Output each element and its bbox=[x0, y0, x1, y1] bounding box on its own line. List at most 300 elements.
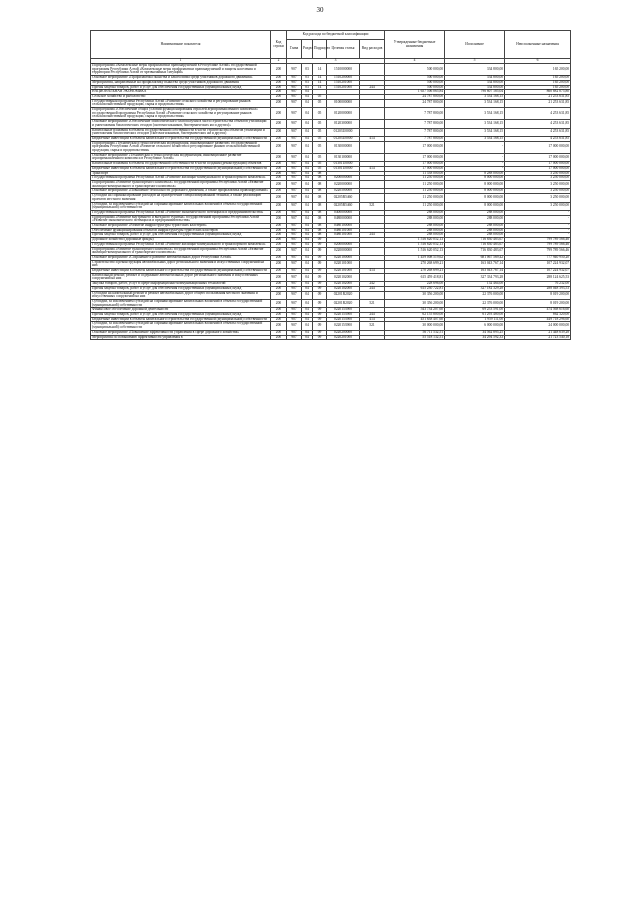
row-approved: 11 250 000,00 bbox=[385, 180, 445, 188]
row-code: 200 bbox=[271, 108, 287, 120]
row-razdel: 04 bbox=[302, 291, 313, 299]
row-target: 0220101000 bbox=[327, 260, 360, 268]
row-code: 200 bbox=[271, 322, 287, 330]
row-podrazdel: 08 bbox=[313, 171, 327, 176]
row-razdel: 04 bbox=[302, 108, 313, 120]
row-target: 0480101000 bbox=[327, 233, 360, 238]
row-glava: 907 bbox=[287, 224, 302, 229]
row-unexecuted: 449 718 296,60 bbox=[505, 317, 571, 322]
row-approved: 7 787 800,00 bbox=[385, 128, 445, 136]
row-code: 200 bbox=[271, 120, 287, 128]
row-approved: 17 000 000,00 bbox=[385, 162, 445, 167]
row-code: 200 bbox=[271, 242, 287, 247]
row-target: 0130100000 bbox=[327, 153, 360, 161]
row-executed: 288 000,00 bbox=[445, 215, 505, 223]
row-unexecuted: - bbox=[505, 233, 571, 238]
row-unexecuted: 17 000 000,00 bbox=[505, 166, 571, 171]
row-unexecuted: 17 000 000,00 bbox=[505, 153, 571, 161]
row-executed: 334 800,00 bbox=[445, 64, 505, 76]
row-unexecuted: 165 200,00 bbox=[505, 76, 571, 81]
row-glava: 907 bbox=[287, 255, 302, 260]
row-glava: 907 bbox=[287, 335, 302, 340]
row-approved: 17 000 000,00 bbox=[385, 166, 445, 171]
row-razdel: 04 bbox=[302, 228, 313, 233]
row-executed: - bbox=[445, 166, 505, 171]
row-code: 200 bbox=[271, 335, 287, 340]
row-unexecuted: 4 253 631,85 bbox=[505, 128, 571, 136]
row-approved: 55 518 132,51 bbox=[385, 335, 445, 340]
row-razdel: 04 bbox=[302, 286, 313, 291]
row-unexecuted: - bbox=[505, 215, 571, 223]
row-name: Бюджетные инвестиции в объекты капитального строительства государственной (муниципальной) собственности bbox=[91, 136, 271, 141]
row-approved: 1 516 620 052,13 bbox=[385, 247, 445, 255]
row-razdel: 04 bbox=[302, 330, 313, 335]
row-name: Государственная программа Республики Алтай «Развитие сельского хозяйства и регулирование рынков сельскохозяйственной продукции, сырья и продовольствия» bbox=[91, 99, 271, 107]
row-glava: 907 bbox=[287, 90, 302, 95]
row-glava: 907 bbox=[287, 269, 302, 274]
row-unexecuted: - bbox=[505, 210, 571, 215]
row-approved: 11 250 000,00 bbox=[385, 176, 445, 181]
row-razdel: 04 bbox=[302, 247, 313, 255]
row-executed: 796 607 185,04 bbox=[445, 90, 505, 95]
row-code: 200 bbox=[271, 189, 287, 194]
row-target: 0220201000 bbox=[327, 335, 360, 340]
row-podrazdel: 09 bbox=[313, 313, 327, 318]
row-vid bbox=[360, 180, 385, 188]
row-approved: 1 657 506 065,84 bbox=[385, 90, 445, 95]
table-row bbox=[91, 120, 571, 128]
row-unexecuted: 8 019 200,00 bbox=[505, 299, 571, 307]
row-razdel: 04 bbox=[302, 238, 313, 243]
budget-execution-table bbox=[90, 30, 571, 340]
row-approved: 543 734 207,60 bbox=[385, 308, 445, 313]
row-unexecuted: 799 789 566,46 bbox=[505, 242, 571, 247]
row-target: 1510000000 bbox=[327, 64, 360, 76]
table-row bbox=[91, 335, 571, 340]
row-executed: 1 959 111,00 bbox=[445, 317, 505, 322]
row-name: Субсидии на капитальный ремонт и ремонт автомобильных дорог общего пользования местного значения и искусственных сооружений на них bbox=[91, 291, 271, 299]
column-number: 4 bbox=[385, 59, 445, 64]
row-code: 200 bbox=[271, 255, 287, 260]
row-razdel: 04 bbox=[302, 242, 313, 247]
row-podrazdel: 08 bbox=[313, 215, 327, 223]
table-row bbox=[91, 108, 571, 120]
row-vid bbox=[360, 247, 385, 255]
row-glava: 907 bbox=[287, 330, 302, 335]
row-unexecuted: 17 000 000,00 bbox=[505, 162, 571, 167]
row-name: Капитальный ремонт, ремонт и содержание автомобильных дорог регионального значения и искусственных сооружений на них bbox=[91, 273, 271, 281]
row-executed: 288 000,00 bbox=[445, 228, 505, 233]
row-razdel: 04 bbox=[302, 99, 313, 107]
row-podrazdel: 09 bbox=[313, 291, 327, 299]
row-executed: 3 534 168,15 bbox=[445, 108, 505, 120]
column-number: 3 bbox=[287, 59, 385, 64]
row-executed: 3 534 168,15 bbox=[445, 128, 505, 136]
row-glava: 907 bbox=[287, 194, 302, 202]
row-podrazdel: 05 bbox=[313, 162, 327, 167]
row-code: 200 bbox=[271, 180, 287, 188]
row-executed: 6 000 000,00 bbox=[445, 322, 505, 330]
row-vid: 244 bbox=[360, 233, 385, 238]
row-code: 200 bbox=[271, 80, 287, 85]
row-vid bbox=[360, 99, 385, 107]
row-unexecuted: 3 250 000,00 bbox=[505, 180, 571, 188]
header-glava: Глава bbox=[287, 40, 302, 59]
row-code: 200 bbox=[271, 233, 287, 238]
row-code: 200 bbox=[271, 136, 287, 141]
row-name: Субсидии, за исключением субсидий на софинансирование капитальных вложений в объекты государственной (муниципальной) собственности bbox=[91, 299, 271, 307]
row-vid: 521 bbox=[360, 299, 385, 307]
row-target: 0220000000 bbox=[327, 180, 360, 188]
row-executed: 22 376 000,00 bbox=[445, 291, 505, 299]
row-code: 200 bbox=[271, 166, 287, 171]
row-glava: 907 bbox=[287, 189, 302, 194]
row-razdel: 04 bbox=[302, 313, 313, 318]
row-target: 0480101000 bbox=[327, 228, 360, 233]
header-classification-group: Код расхода по бюджетной классификации bbox=[287, 31, 385, 40]
row-unexecuted: 4 253 631,85 bbox=[505, 108, 571, 120]
row-target: 0220500000 bbox=[327, 189, 360, 194]
row-approved: 24 787 800,00 bbox=[385, 99, 445, 107]
row-approved: 500 000,00 bbox=[385, 64, 445, 76]
row-code: 200 bbox=[271, 224, 287, 229]
row-glava: 907 bbox=[287, 76, 302, 81]
row-razdel: 04 bbox=[302, 317, 313, 322]
row-code: 200 bbox=[271, 90, 287, 95]
row-code: 200 bbox=[271, 313, 287, 318]
row-executed: 288 000,00 bbox=[445, 210, 505, 215]
row-podrazdel: 05 bbox=[313, 120, 327, 128]
row-executed: 8 000 000,00 bbox=[445, 180, 505, 188]
row-executed: 3 534 168,15 bbox=[445, 94, 505, 99]
table-row bbox=[91, 141, 571, 153]
row-glava: 907 bbox=[287, 176, 302, 181]
row-unexecuted: 107 224 932,07 bbox=[505, 260, 571, 268]
row-approved: 270 268 699,21 bbox=[385, 269, 445, 274]
row-podrazdel: 08 bbox=[313, 224, 327, 229]
row-target: 0220153900 bbox=[327, 317, 360, 322]
row-approved: 1 459 008 519,62 bbox=[385, 255, 445, 260]
row-glava: 907 bbox=[287, 291, 302, 299]
row-glava: 907 bbox=[287, 238, 302, 243]
row-executed: 288 000,00 bbox=[445, 233, 505, 238]
row-glava: 907 bbox=[287, 273, 302, 281]
row-name: Подпрограмма «Обеспечение общих условий функционирования отраслей агропромышленного комплекса» государственной программы Республики Алтай «Развитие сельского хозяйства и регулирование рынков сельскохозяйственной продукции, сырья и продовольствия» bbox=[91, 108, 271, 120]
row-podrazdel: 09 bbox=[313, 282, 327, 287]
row-unexecuted: 24 000 000,00 bbox=[505, 322, 571, 330]
row-podrazdel: 14 bbox=[313, 76, 327, 81]
row-executed: 334 800,00 bbox=[445, 85, 505, 90]
row-vid: 521 bbox=[360, 202, 385, 210]
row-approved: 615 230 722,81 bbox=[385, 286, 445, 291]
row-name: Дорожное хозяйство (дорожные фонды) bbox=[91, 238, 271, 243]
row-executed: 716 830 483,67 bbox=[445, 247, 505, 255]
row-target: 01301U0000 bbox=[327, 166, 360, 171]
row-executed: 34 562 895,25 bbox=[445, 330, 505, 335]
row-approved: 7 787 800,00 bbox=[385, 136, 445, 141]
row-target: 0120000000 bbox=[327, 108, 360, 120]
row-razdel: 03 bbox=[302, 76, 313, 81]
row-unexecuted: 165 200,00 bbox=[505, 64, 571, 76]
row-name: НАЦИОНАЛЬНАЯ ЭКОНОМИКА bbox=[91, 90, 271, 95]
row-name: Бюджетные инвестиции в объекты капитального строительства государственной (муниципальной) собственности bbox=[91, 317, 271, 322]
row-approved: 56 711 532,51 bbox=[385, 330, 445, 335]
page-number: 30 bbox=[316, 6, 324, 14]
row-unexecuted: 474 568 616,60 bbox=[505, 308, 571, 313]
column-number: 5 bbox=[445, 59, 505, 64]
row-code: 200 bbox=[271, 76, 287, 81]
row-code: 200 bbox=[271, 210, 287, 215]
row-name: Подпрограмма «Развитие внутреннего и въездного туризма» государственной программы Республики Алтай «Развитие экономического потенциала и предпринимательства» bbox=[91, 215, 271, 223]
row-executed: - bbox=[445, 141, 505, 153]
row-target: 01301U0000 bbox=[327, 162, 360, 167]
row-target: 0200000000 bbox=[327, 176, 360, 181]
row-podrazdel: 09 bbox=[313, 299, 327, 307]
row-approved: 62 155 800,00 bbox=[385, 313, 445, 318]
row-glava: 907 bbox=[287, 317, 302, 322]
row-vid bbox=[360, 291, 385, 299]
row-glava: 907 bbox=[287, 85, 302, 90]
row-code: 200 bbox=[271, 202, 287, 210]
row-unexecuted: 21 448 639,28 bbox=[505, 330, 571, 335]
row-podrazdel: 05 bbox=[313, 128, 327, 136]
row-name: Подпрограмма «Развитие транспортного комплекса» государственной программы Республики Алтай «Развитие жилищно-коммунального и транспортного комплекса» bbox=[91, 180, 271, 188]
row-code: 200 bbox=[271, 317, 287, 322]
row-name: Субсидии, за исключением субсидий на софинансирование капитальных вложений в объекты государственной (муниципальной) собственности bbox=[91, 322, 271, 330]
row-unexecuted: - bbox=[505, 228, 571, 233]
row-executed: - bbox=[445, 162, 505, 167]
row-razdel: 04 bbox=[302, 233, 313, 238]
row-name: Закупка товаров, работ, услуг в сфере информационно-коммуникационных технологий bbox=[91, 282, 271, 287]
row-code: 200 bbox=[271, 247, 287, 255]
row-name: Основное мероприятие «Профилактика пьянства и алкоголизма среди участников дорожного движения» bbox=[91, 76, 271, 81]
row-approved: 228 696,00 bbox=[385, 282, 445, 287]
row-unexecuted: 21 253 631,85 bbox=[505, 99, 571, 107]
row-code: 200 bbox=[271, 330, 287, 335]
row-executed: 34 294 592,33 bbox=[445, 335, 505, 340]
row-razdel: 04 bbox=[302, 299, 313, 307]
row-name: Мероприятия, направленные на профилактику пьянства среди участников дорожного движения bbox=[91, 80, 271, 85]
row-razdel: 04 bbox=[302, 120, 313, 128]
row-target: 0220200000 bbox=[327, 330, 360, 335]
row-glava: 907 bbox=[287, 141, 302, 153]
row-name: Основное мероприятие «Повышение безопасности дорожного движения, а также профилактика правонарушений» bbox=[91, 189, 271, 194]
row-name: Основное мероприятие «Развитие инфраструктуры туристских кластеров» bbox=[91, 224, 271, 229]
row-approved: 288 000,00 bbox=[385, 228, 445, 233]
row-podrazdel: 05 bbox=[313, 153, 327, 161]
row-executed: 69 253 591,00 bbox=[445, 308, 505, 313]
row-target: 0480100000 bbox=[327, 224, 360, 229]
row-code: 200 bbox=[271, 238, 287, 243]
row-glava: 907 bbox=[287, 286, 302, 291]
row-glava: 907 bbox=[287, 228, 302, 233]
row-unexecuted: 165 200,00 bbox=[505, 85, 571, 90]
row-glava: 907 bbox=[287, 282, 302, 287]
row-code: 200 bbox=[271, 176, 287, 181]
row-target: 1510201000 bbox=[327, 85, 360, 90]
row-executed: 8 000 000,00 bbox=[445, 202, 505, 210]
row-glava: 907 bbox=[287, 313, 302, 318]
header-unexecuted: Неисполненные назначения bbox=[505, 31, 571, 59]
row-executed: 716 830 483,67 bbox=[445, 242, 505, 247]
row-podrazdel: 05 bbox=[313, 166, 327, 171]
row-target: 0220153900 bbox=[327, 313, 360, 318]
row-executed: 3 534 168,15 bbox=[445, 99, 505, 107]
row-executed: 22 376 000,00 bbox=[445, 299, 505, 307]
row-executed: 163 043 767,14 bbox=[445, 269, 505, 274]
row-podrazdel: 09 bbox=[313, 260, 327, 268]
row-approved: 17 000 000,00 bbox=[385, 141, 445, 153]
row-code: 200 bbox=[271, 228, 287, 233]
row-target: 0130000000 bbox=[327, 141, 360, 153]
row-code: 200 bbox=[271, 94, 287, 99]
row-podrazdel: 08 bbox=[313, 194, 327, 202]
row-target: 0220102000 bbox=[327, 282, 360, 287]
row-vid bbox=[360, 153, 385, 161]
row-glava: 907 bbox=[287, 171, 302, 176]
row-razdel: 04 bbox=[302, 308, 313, 313]
row-podrazdel: 14 bbox=[313, 80, 327, 85]
row-glava: 907 bbox=[287, 210, 302, 215]
row-glava: 907 bbox=[287, 233, 302, 238]
row-approved: 500 000,00 bbox=[385, 80, 445, 85]
row-podrazdel: 09 bbox=[313, 322, 327, 330]
row-name: Государственная программа Республики Алтай «Развитие жилищно-коммунального и транспортного комплекса» bbox=[91, 176, 271, 181]
row-target: 0120300000 bbox=[327, 120, 360, 128]
row-approved: 288 000,00 bbox=[385, 215, 445, 223]
row-podrazdel: 08 bbox=[313, 202, 327, 210]
row-approved: 1 516 620 052,13 bbox=[385, 238, 445, 243]
row-name: Основное мероприятие «Техническая и технологическая модернизация, инновационное развитие агропромышленного комплекса в Республике Алтай» bbox=[91, 153, 271, 161]
row-podrazdel: 09 bbox=[313, 273, 327, 281]
row-podrazdel: 09 bbox=[313, 242, 327, 247]
row-approved: 30 356 200,00 bbox=[385, 299, 445, 307]
row-target: 0400000000 bbox=[327, 210, 360, 215]
row-target: 02205R5460 bbox=[327, 194, 360, 202]
table-row bbox=[91, 194, 571, 202]
row-podrazdel: 09 bbox=[313, 335, 327, 340]
row-razdel: 04 bbox=[302, 224, 313, 229]
row-target: 01203U0000 bbox=[327, 136, 360, 141]
row-approved: 451 638 407,60 bbox=[385, 317, 445, 322]
row-vid bbox=[360, 108, 385, 120]
row-code: 200 bbox=[271, 171, 287, 176]
row-glava: 907 bbox=[287, 247, 302, 255]
row-glava: 907 bbox=[287, 120, 302, 128]
row-podrazdel: 09 bbox=[313, 247, 327, 255]
row-target: 0480000000 bbox=[327, 215, 360, 223]
row-code: 200 bbox=[271, 99, 287, 107]
row-code: 200 bbox=[271, 85, 287, 90]
row-razdel: 04 bbox=[302, 94, 313, 99]
row-razdel: 04 bbox=[302, 210, 313, 215]
row-vid bbox=[360, 215, 385, 223]
row-executed: 163 043 767,14 bbox=[445, 260, 505, 268]
row-podrazdel: 08 bbox=[313, 176, 327, 181]
row-target: 02201R2020 bbox=[327, 291, 360, 299]
row-target: 02205R5460 bbox=[327, 202, 360, 210]
row-executed: 8 000 000,00 bbox=[445, 189, 505, 194]
row-podrazdel: 14 bbox=[313, 85, 327, 90]
row-name: Мероприятия по повышению эффективности управления в bbox=[91, 335, 271, 340]
row-unexecuted: 21 253 631,85 bbox=[505, 94, 571, 99]
row-approved: 11 250 000,00 bbox=[385, 194, 445, 202]
row-target: 0220101000 bbox=[327, 269, 360, 274]
row-name: Капитальные вложения в объекты государственной собственности в части создания (реконструкции) объектов bbox=[91, 162, 271, 167]
column-number: 1 bbox=[91, 59, 271, 64]
row-name: Капитальные вложения в объекты государственной собственности в части строительства объектов утилизации и уничтожения биологических отходов (скотомогильников, биотермических ям и других) bbox=[91, 128, 271, 136]
row-razdel: 04 bbox=[302, 255, 313, 260]
header-approved: Утвержденные бюджетные назначения bbox=[385, 31, 445, 59]
row-code: 200 bbox=[271, 291, 287, 299]
header-code: Код строки bbox=[271, 31, 287, 59]
row-razdel: 04 bbox=[302, 180, 313, 188]
row-podrazdel: 08 bbox=[313, 233, 327, 238]
row-glava: 907 bbox=[287, 80, 302, 85]
row-vid bbox=[360, 141, 385, 153]
row-podrazdel: 09 bbox=[313, 255, 327, 260]
row-razdel: 04 bbox=[302, 215, 313, 223]
row-unexecuted: 17 000 000,00 bbox=[505, 141, 571, 153]
row-vid bbox=[360, 120, 385, 128]
row-name: Бюджетные инвестиции в объекты капитального строительства государственной (муниципальной) собственности bbox=[91, 269, 271, 274]
row-glava: 907 bbox=[287, 94, 302, 99]
row-unexecuted: 4 253 631,85 bbox=[505, 136, 571, 141]
header-name: Наименование показателя bbox=[91, 31, 271, 59]
row-name: Прочая закупка товаров, работ и услуг для обеспечения государственных (муниципальных) нужд bbox=[91, 286, 271, 291]
row-name: Прочая закупка товаров, работ и услуг для обеспечения государственных (муниципальных) нужд bbox=[91, 313, 271, 318]
row-code: 200 bbox=[271, 141, 287, 153]
row-glava: 907 bbox=[287, 202, 302, 210]
row-approved: 288 000,00 bbox=[385, 233, 445, 238]
row-executed: 288 000,00 bbox=[445, 224, 505, 229]
row-target: 0200000000 bbox=[327, 242, 360, 247]
row-razdel: 04 bbox=[302, 202, 313, 210]
row-approved: 11 538 000,00 bbox=[385, 171, 445, 176]
row-vid: 244 bbox=[360, 85, 385, 90]
row-podrazdel: 14 bbox=[313, 64, 327, 76]
row-razdel: 04 bbox=[302, 153, 313, 161]
row-razdel: 03 bbox=[302, 85, 313, 90]
row-vid: 242 bbox=[360, 282, 385, 287]
row-approved: 1 516 620 052,13 bbox=[385, 242, 445, 247]
row-name: Финансовое обеспечение дорожной деятельности bbox=[91, 308, 271, 313]
row-approved: 500 000,00 bbox=[385, 85, 445, 90]
row-executed: 8 000 000,00 bbox=[445, 194, 505, 202]
row-executed: 327 182 329,28 bbox=[445, 286, 505, 291]
row-code: 200 bbox=[271, 282, 287, 287]
row-name: Обеспечение функционирования объектов инфраструктуры туристских кластеров bbox=[91, 228, 271, 233]
row-vid: 414 bbox=[360, 317, 385, 322]
row-approved: 500 000,00 bbox=[385, 76, 445, 81]
row-unexecuted: - bbox=[505, 224, 571, 229]
row-vid: 244 bbox=[360, 313, 385, 318]
row-target: 1510200000 bbox=[327, 76, 360, 81]
row-razdel: 04 bbox=[302, 282, 313, 287]
row-executed: 3 534 168,15 bbox=[445, 136, 505, 141]
row-podrazdel: 09 bbox=[313, 269, 327, 274]
row-unexecuted: 8 019 200,00 bbox=[505, 291, 571, 299]
row-name: Прочая закупка товаров, работ и услуг для обеспечения государственных (муниципальных) нужд bbox=[91, 233, 271, 238]
row-razdel: 04 bbox=[302, 260, 313, 268]
row-razdel: 04 bbox=[302, 335, 313, 340]
row-unexecuted: 799 789 566,46 bbox=[505, 247, 571, 255]
row-name: Субсидии, за исключением субсидий на софинансирование капитальных вложений в объекты государственной (муниципальной) собственности bbox=[91, 202, 271, 210]
row-unexecuted: 107 224 932,07 bbox=[505, 269, 571, 274]
row-razdel: 04 bbox=[302, 171, 313, 176]
row-name: Подпрограмма «Техническая и технологическая модернизация, инновационное развитие» государственной программы Республики Алтай «Развитие сельского хозяйства и регулирование рынков сельскохозяйственной продукции, сырья и продовольствия» bbox=[91, 141, 271, 153]
row-executed: 8 288 000,00 bbox=[445, 171, 505, 176]
